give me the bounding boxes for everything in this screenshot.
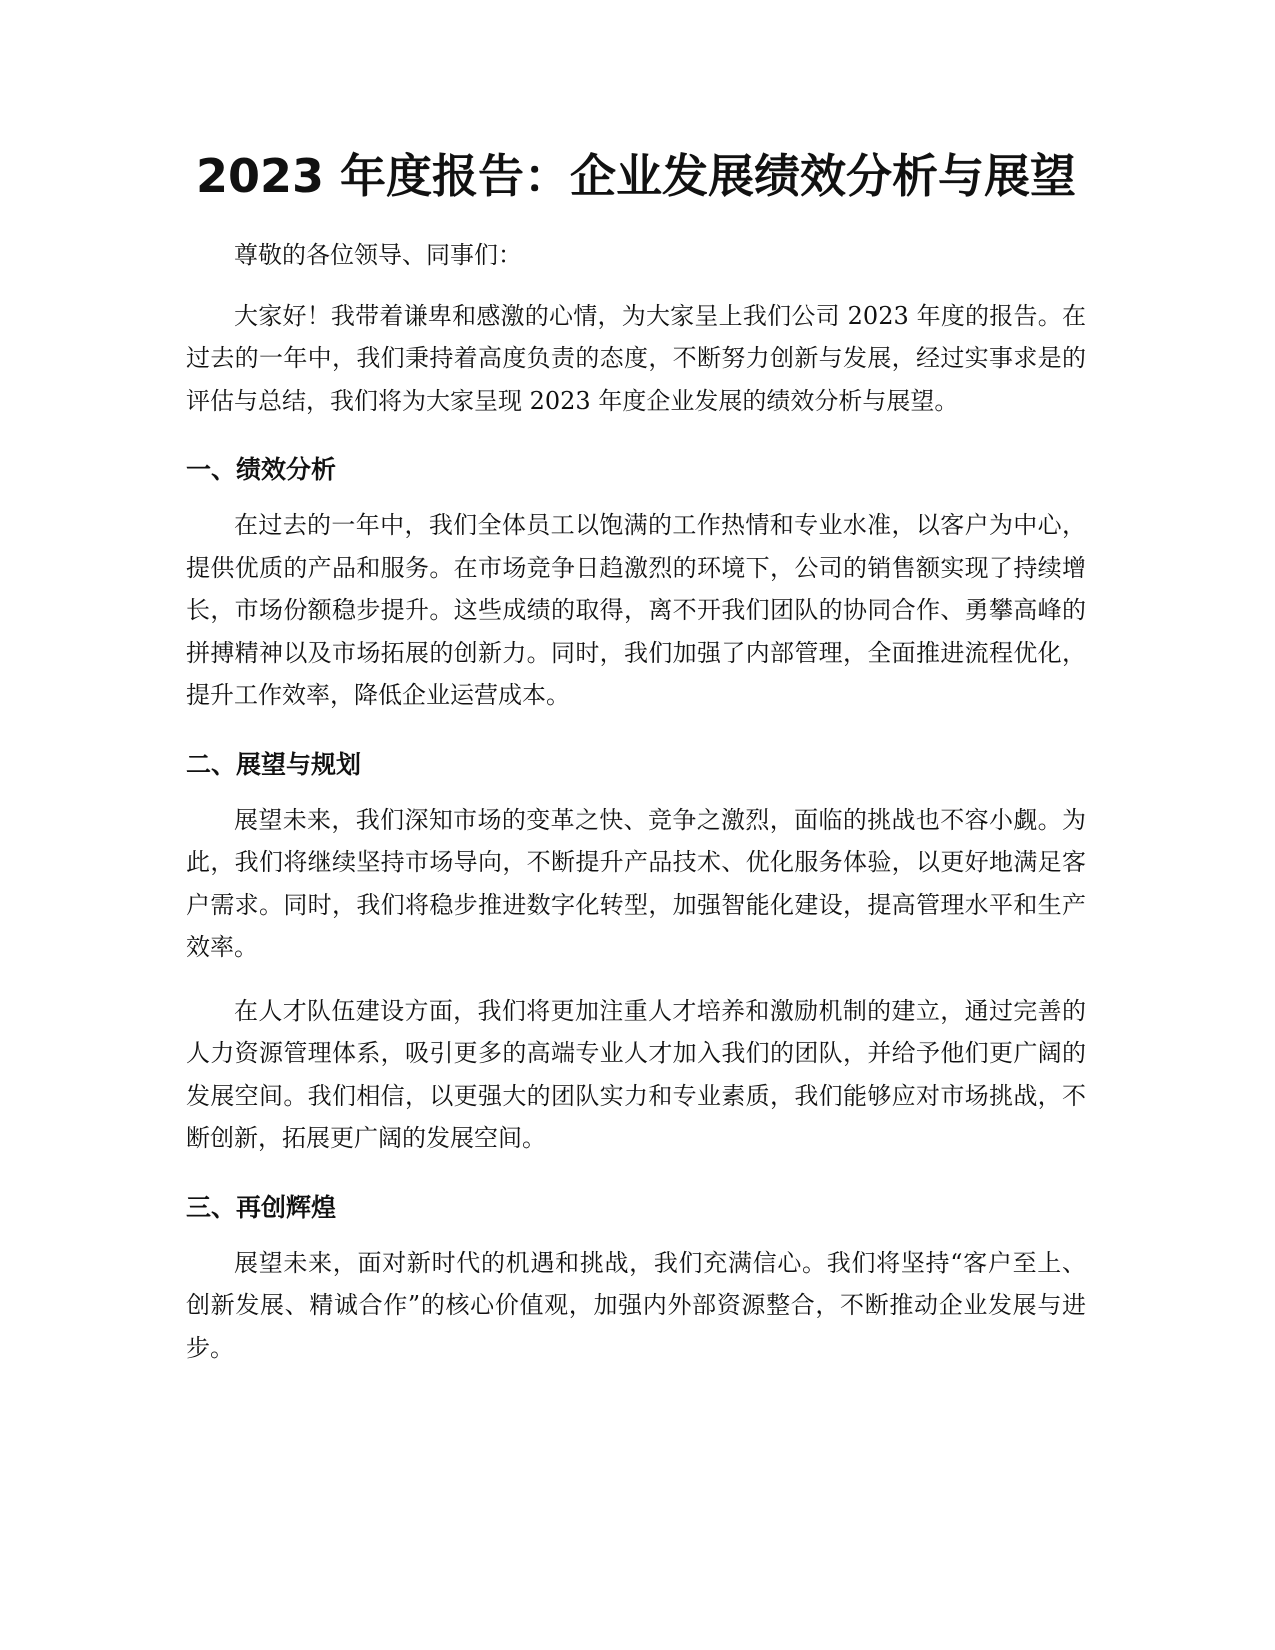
section-paragraph: 在过去的一年中，我们全体员工以饱满的工作热情和专业水准，以客户为中心，提供优质的产品和服务。在市场竞争日趋激烈的环境下，公司的销售额实现了持续增长，市场份额稳步提升。这些成绩的取得，离不开我们团队的协同合作、勇攀高峰的拼搏精神以及市场拓展的创新力。同时，我们加强了内部管理，全面推进流程优化，提升工作效率，降低企业运营成本。 bbox=[186, 511, 1086, 709]
section-paragraph: 展望未来，面对新时代的机遇和挑战，我们充满信心。我们将坚持“客户至上、创新发展、精诚合作”的核心价值观，加强内外部资源整合，不断推动企业发展与进步。 bbox=[186, 1248, 1086, 1362]
document-title: 2023 年度报告：企业发展绩效分析与展望 bbox=[195, 149, 1077, 203]
document-page bbox=[186, 148, 1086, 1390]
intro-paragraph: 大家好！我带着谦卑和感激的心情，为大家呈上我们公司 2023 年度的报告。在过去的一年中，我们秉持着高度负责的态度，不断努力创新与发展，经过实事求是的评估与总结，我们将为大家呈现 2023 年度企业发展的绩效分析与展望。 bbox=[186, 301, 1086, 415]
section-heading-performance: 一、绩效分析 bbox=[186, 455, 337, 484]
section-heading-glory: 三、再创辉煌 bbox=[186, 1192, 337, 1222]
salutation: 尊敬的各位领导、同事们： bbox=[234, 241, 522, 269]
section-paragraph: 展望未来，我们深知市场的变革之快、竞争之激烈，面临的挑战也不容小觑。为此，我们将继续坚持市场导向，不断提升产品技术、优化服务体验，以更好地满足客户需求。同时，我们将稳步推进数字化转型，加强智能化建设，提高管理水平和生产效率。 bbox=[186, 805, 1086, 961]
section-heading-outlook: 二、展望与规划 bbox=[186, 749, 362, 779]
section-paragraph: 在人才队伍建设方面，我们将更加注重人才培养和激励机制的建立，通过完善的人力资源管理体系，吸引更多的高端专业人才加入我们的团队，并给予他们更广阔的发展空间。我们相信，以更强大的团队实力和专业素质，我们能够应对市场挑战，不断创新，拓展更广阔的发展空间。 bbox=[186, 996, 1086, 1152]
